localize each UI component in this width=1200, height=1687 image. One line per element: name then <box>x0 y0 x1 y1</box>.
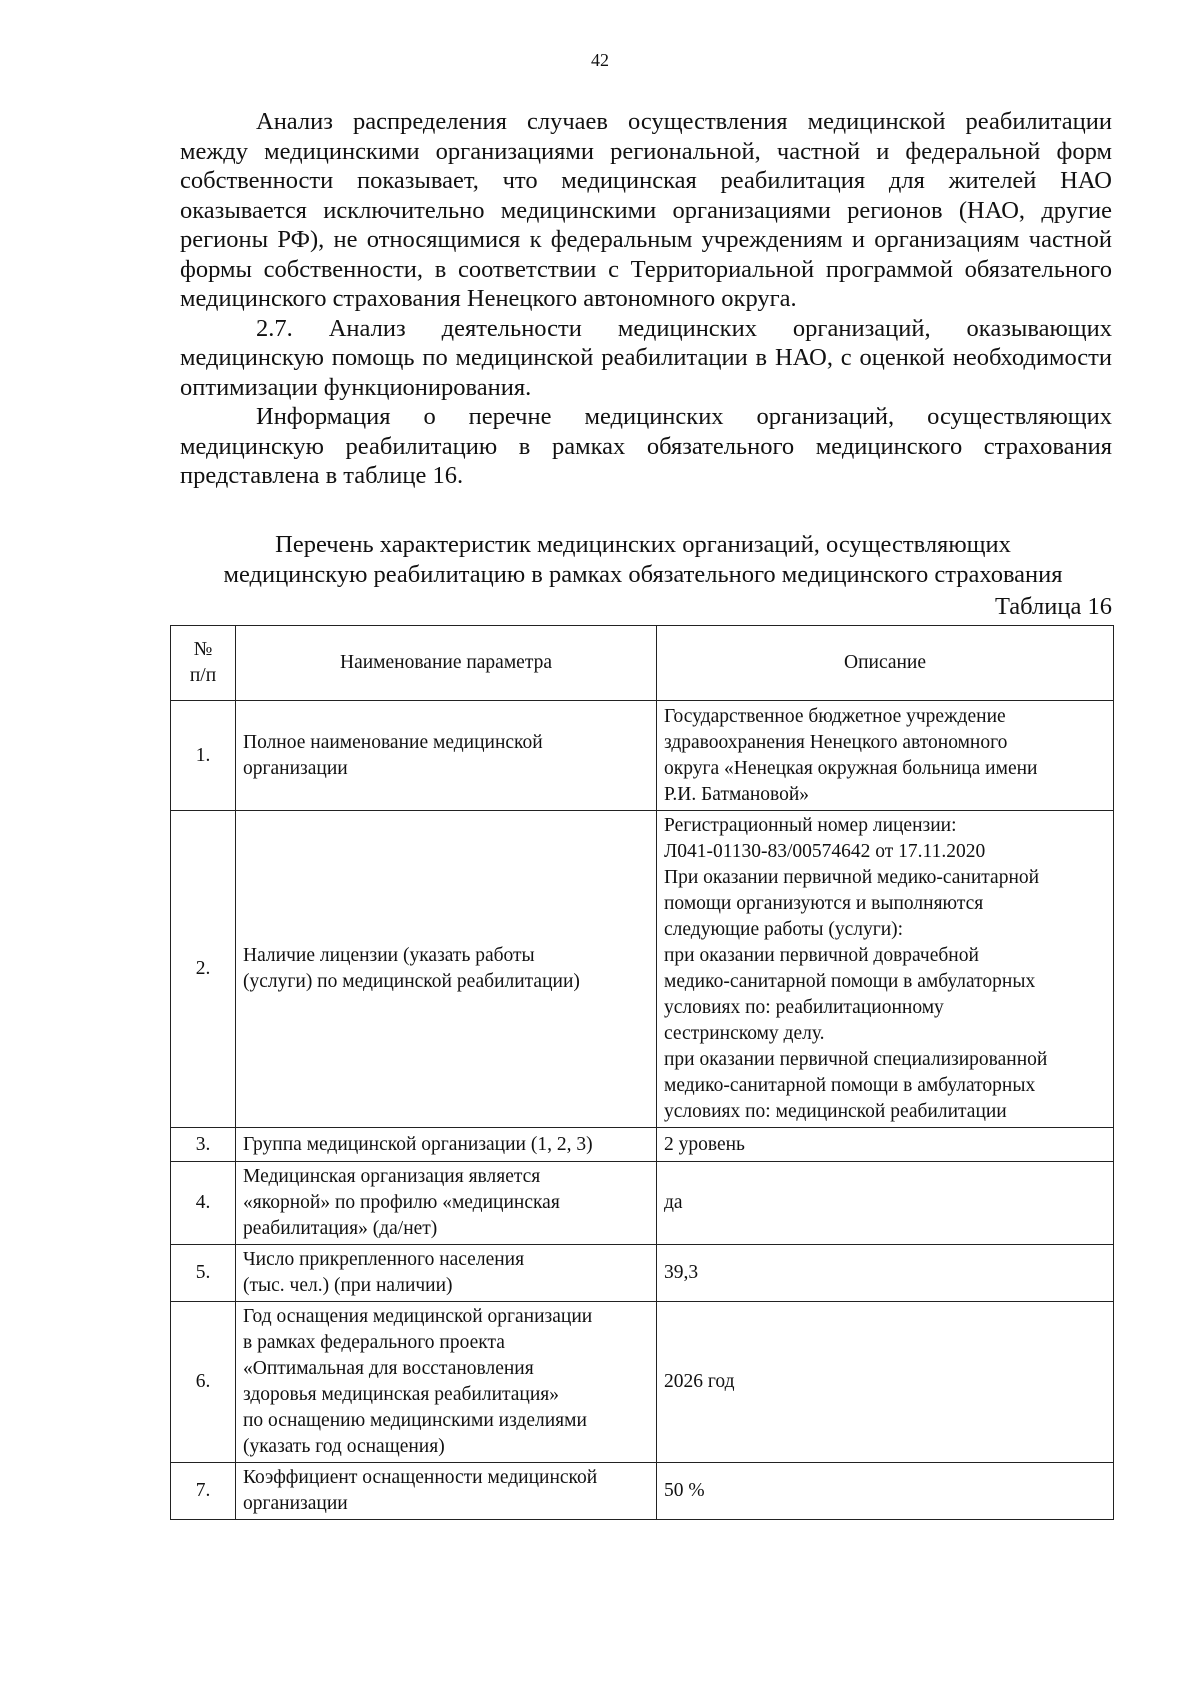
header-description: Описание <box>657 626 1114 701</box>
paragraph-analysis: Анализ распределения случаев осуществления медицинской реабилитации между медицинскими организациями региональной, частной и федеральной форм собственности показывает, что медицинская реабилитация для жителей НАО оказывается исключительно медицинскими организациями регионов (НАО, другие регионы РФ), не относящимися к федеральным учреждениям и организациям частной формы собственности, в соответствии с Территориальной программой обязательного медицинского страхования Ненецкого автономного округа. <box>180 108 1112 312</box>
description-line: 50 % <box>664 1480 705 1501</box>
description-line: При оказании первичной медико-санитарной <box>664 867 1040 888</box>
row-description <box>657 1463 1114 1520</box>
table-row <box>171 1302 1114 1463</box>
row-number: 3. <box>171 1128 236 1162</box>
row-parameter <box>236 1245 657 1302</box>
row-parameter <box>236 1302 657 1463</box>
table-row <box>171 1245 1114 1302</box>
header-number-symbol: № <box>193 639 213 660</box>
parameter-line: организации <box>243 757 348 779</box>
description-line: условиях по: реабилитационному <box>664 997 944 1018</box>
table-row <box>171 811 1114 1128</box>
row-description <box>657 1245 1114 1302</box>
description-line: Регистрационный номер лицензии: <box>664 815 957 836</box>
description-line: Л041-01130-83/00574642 от 17.11.2020 <box>664 841 986 862</box>
parameter-line: «якорной» по профилю «медицинская <box>243 1192 560 1213</box>
row-number: 1. <box>171 701 236 811</box>
row-parameter <box>236 811 657 1128</box>
row-number: 7. <box>171 1463 236 1520</box>
table-row <box>171 1463 1114 1520</box>
parameter-line: здоровья медицинская реабилитация» <box>243 1384 560 1405</box>
row-number: 4. <box>171 1162 236 1245</box>
row-description <box>657 701 1114 811</box>
description-line: условиях по: медицинской реабилитации <box>664 1101 1007 1122</box>
parameter-line: Группа медицинской организации (1, 2, 3) <box>243 1133 593 1155</box>
parameter-line: в рамках федерального проекта <box>243 1332 505 1353</box>
description-line: да <box>664 1192 683 1213</box>
description-line: помощи организуются и выполняются <box>664 893 984 914</box>
parameter-line: по оснащению медицинскими изделиями <box>243 1410 587 1431</box>
description-line: Р.И. Батмановой» <box>664 783 810 805</box>
parameter-line: Число прикрепленного населения <box>243 1249 525 1270</box>
row-parameter <box>236 701 657 811</box>
header-parameter: Наименование параметра <box>236 626 657 701</box>
parameter-line: Год оснащения медицинской организации <box>243 1306 593 1327</box>
parameter-line: реабилитация» (да/нет) <box>243 1218 438 1239</box>
row-parameter <box>236 1162 657 1245</box>
description-line: медико-санитарной помощи в амбулаторных <box>664 1075 1036 1096</box>
description-line: сестринскому делу. <box>664 1023 825 1044</box>
description-line: округа «Ненецкая окружная больница имени <box>664 757 1038 779</box>
description-line: при оказании первичной доврачебной <box>664 945 979 966</box>
description-line: 39,3 <box>664 1262 699 1283</box>
parameter-line: Наличие лицензии (указать работы <box>243 945 535 966</box>
body-text <box>180 107 1112 491</box>
description-line: Государственное бюджетное учреждение <box>664 705 1006 727</box>
header-number-abbrev: п/п <box>189 665 217 686</box>
page-number: 42 <box>591 50 609 70</box>
table-row <box>171 1162 1114 1245</box>
table-caption-line: Перечень характеристик медицинских организаций, осуществляющих <box>275 531 1011 558</box>
parameter-line: (указать год оснащения) <box>243 1436 445 1457</box>
row-parameter <box>236 1463 657 1520</box>
row-description <box>657 1162 1114 1245</box>
description-line: медико-санитарной помощи в амбулаторных <box>664 971 1036 992</box>
description-line: 2026 год <box>664 1371 735 1392</box>
row-description <box>657 1128 1114 1162</box>
description-line: 2 уровень <box>664 1133 745 1155</box>
table-row <box>171 701 1114 811</box>
parameter-line: Коэффициент оснащенности медицинской <box>243 1467 598 1488</box>
row-parameter <box>236 1128 657 1162</box>
parameter-line: организации <box>243 1493 348 1514</box>
row-number: 6. <box>171 1302 236 1463</box>
paragraph-table-reference: Информация о перечне медицинских организаций, осуществляющих медицинскую реабилитацию в рамках обязательного медицинского страхования представлена в таблице 16. <box>180 403 1112 489</box>
paragraph-section-2-7: 2.7. Анализ деятельности медицинских организаций, оказывающих медицинскую помощь по медицинской реабилитации в НАО, с оценкой необходимости оптимизации функционирования. <box>180 314 1112 401</box>
table-body <box>171 701 1114 1520</box>
parameter-line: (услуги) по медицинской реабилитации) <box>243 971 580 992</box>
row-description <box>657 811 1114 1128</box>
table-caption-line: медицинскую реабилитацию в рамках обязательного медицинского страхования <box>223 560 1063 588</box>
parameter-line: (тыс. чел.) (при наличии) <box>243 1275 453 1296</box>
table-caption <box>170 530 1116 589</box>
description-line: здравоохранения Ненецкого автономного <box>664 731 1008 753</box>
description-line: следующие работы (услуги): <box>664 919 904 940</box>
parameter-line: Полное наименование медицинской <box>243 731 543 753</box>
parameters-table <box>170 625 1114 1520</box>
table-row <box>171 1128 1114 1162</box>
table-number: Таблица 16 <box>994 593 1112 620</box>
header-number <box>171 626 236 701</box>
parameter-line: Медицинская организация является <box>243 1166 541 1187</box>
row-description <box>657 1302 1114 1463</box>
table-header-row <box>171 626 1114 701</box>
row-number: 2. <box>171 811 236 1128</box>
parameter-line: «Оптимальная для восстановления <box>243 1358 534 1379</box>
description-line: при оказании первичной специализированной <box>664 1049 1048 1070</box>
row-number: 5. <box>171 1245 236 1302</box>
